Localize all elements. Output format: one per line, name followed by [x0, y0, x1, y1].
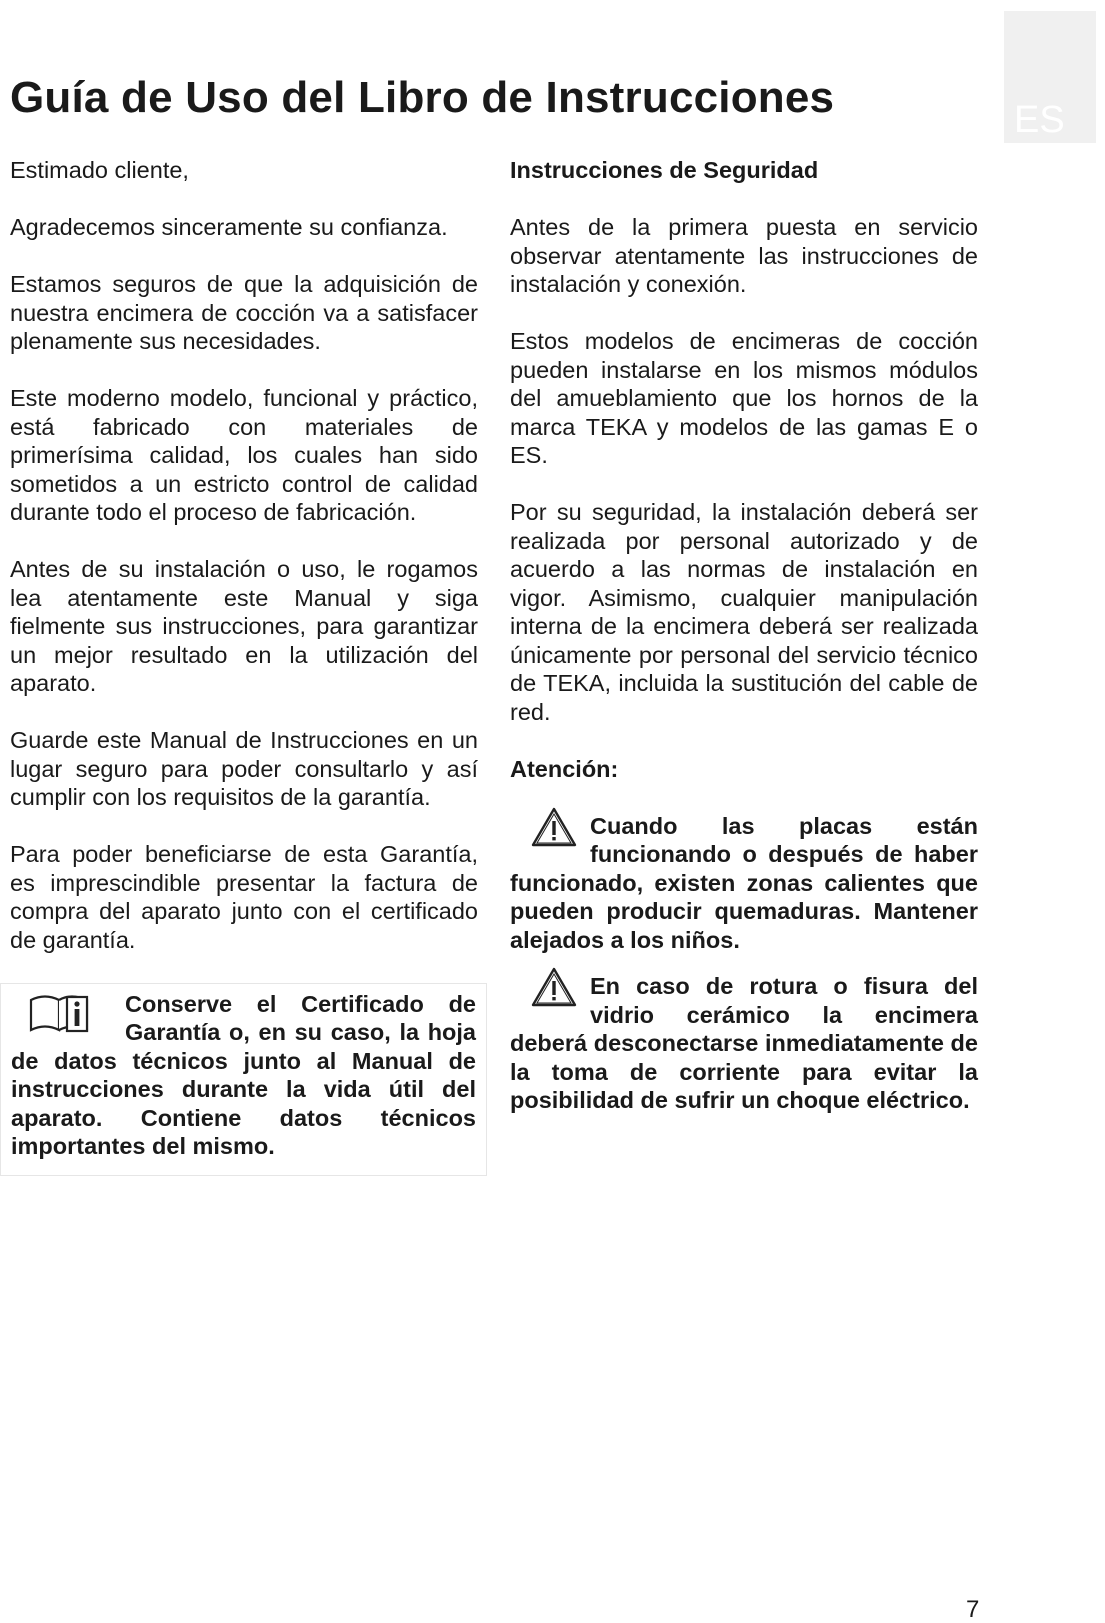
warning-triangle-icon	[530, 806, 578, 848]
first-use-paragraph: Antes de la primera puesta en servicio observar atentamente las instrucciones de instalación y conexión.	[510, 214, 978, 297]
keep-manual-paragraph: Guarde este Manual de Instrucciones en un lugar seguro para poder consultarlo y así cumplir con los requisitos de la garantía.	[10, 727, 478, 810]
language-tab	[1004, 11, 1096, 143]
hot-zones-warning	[510, 812, 978, 955]
glass-breakage-warning-text: En caso de rotura o fisura del vidrio cerámico la encimera deberá desconectarse inmediatamente de la toma de corriente para evitar la posibilidad de sufrir un choque eléctrico.	[510, 973, 978, 1113]
certificate-note-box	[0, 983, 487, 1176]
glass-breakage-warning	[510, 972, 978, 1115]
page-title: Guía de Uso del Libro de Instrucciones	[10, 73, 835, 122]
warranty-paragraph: Para poder beneficiarse de esta Garantía, es imprescindible presentar la factura de compra del aparato junto con el certificado de garantía.	[10, 841, 478, 953]
greeting-paragraph: Estimado cliente,	[10, 157, 189, 183]
quality-paragraph: Este moderno modelo, funcional y práctico, está fabricado con materiales de primerísima calidad, los cuales han sido sometidos a un estricto control de calidad durante todo el proceso de fabricación.	[10, 385, 478, 525]
right-column	[510, 156, 978, 1133]
warning-triangle-icon	[530, 966, 578, 1008]
attention-label: Atención:	[510, 755, 619, 782]
authorized-personnel-paragraph: Por su seguridad, la instalación deberá ser realizada por personal autorizado y de acuerdo a las normas de instalación en vigor. Asimismo, cualquier manipulación interna de la encimera deberá ser realizada únicamente por personal del servicio técnico de TEKA, incluida la sustitución del cable de red.	[510, 499, 978, 725]
read-manual-paragraph: Antes de su instalación o uso, le rogamos lea atentamente este Manual y siga fielmente sus instrucciones, para garantizar un mejor resultado en la utilización del aparato.	[10, 556, 478, 696]
language-tab-label: ES	[1014, 99, 1065, 141]
left-column	[10, 156, 478, 1176]
intro-paragraph: Estamos seguros de que la adquisición de nuestra encimera de cocción va a satisfacer plenamente sus necesidades.	[10, 271, 478, 354]
hot-zones-warning-text: Cuando las placas están funcionando o después de haber funcionado, existen zonas calientes que pueden producir quemaduras. Mantener alejados a los niños.	[510, 812, 978, 953]
safety-heading: Instrucciones de Seguridad	[510, 157, 819, 183]
page-number: 7	[966, 1596, 980, 1623]
thanks-paragraph: Agradecemos sinceramente su confianza.	[10, 214, 448, 240]
manual-info-icon	[27, 990, 95, 1036]
installation-modules-paragraph: Estos modelos de encimeras de cocción pueden instalarse en los mismos módulos del amueblamiento que los hornos de la marca TEKA y modelos de las gamas E o ES.	[510, 328, 978, 468]
certificate-note-text: Conserve el Certificado de Garantía o, en su caso, la hoja de datos técnicos junto al Manual de instrucciones durante la vida útil del aparato. Contiene datos técnicos importantes del mismo.	[11, 990, 476, 1159]
